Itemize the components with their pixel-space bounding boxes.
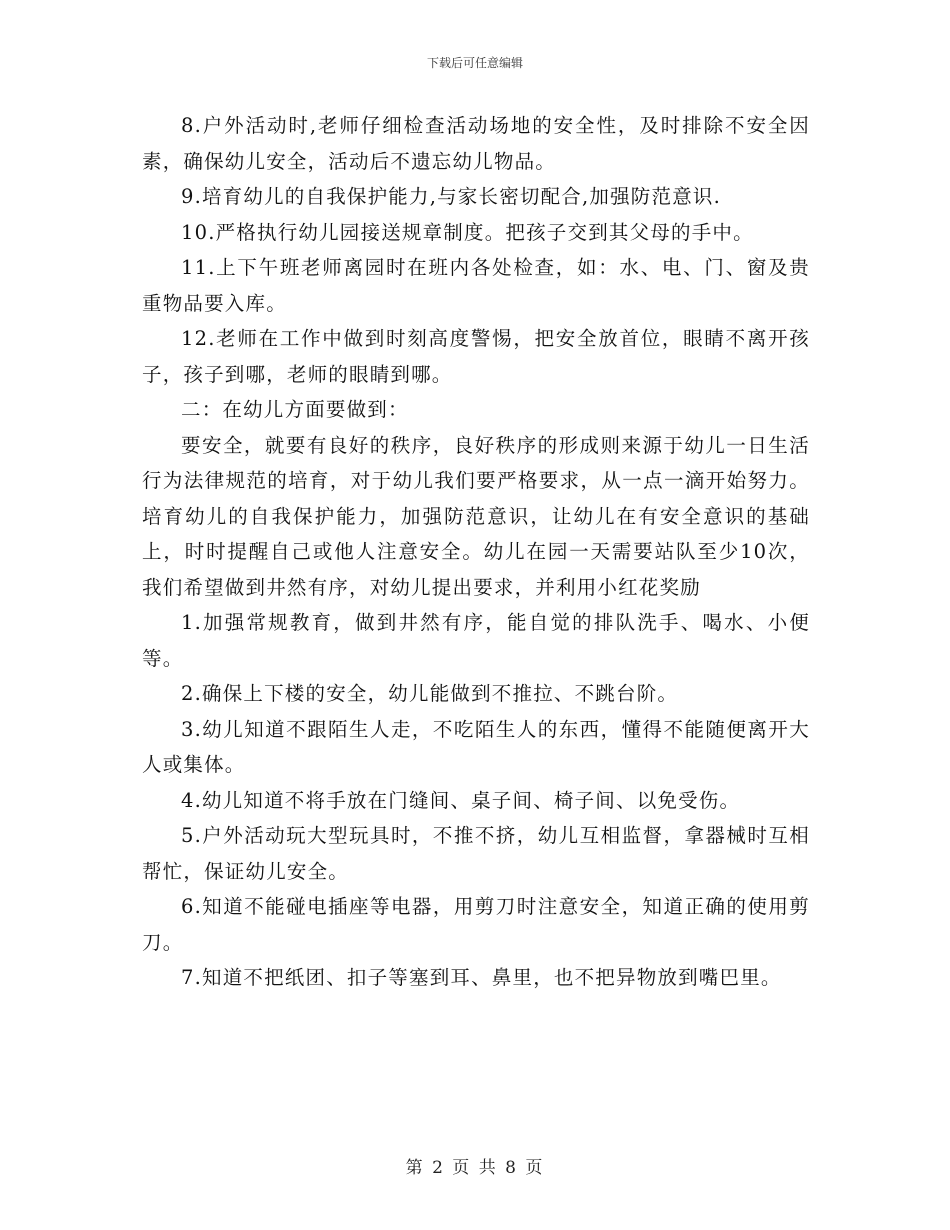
paragraph-item-11: 11.上下午班老师离园时在班内各处检查，如：水、电、门、窗及贵重物品要入库。 <box>142 256 810 315</box>
paragraph-item-10: 10.严格执行幼儿园接送规章制度。把孩子交到其父母的手中。 <box>181 220 754 244</box>
child-rule-2: 2.确保上下楼的安全，幼儿能做到不推拉、不跳台阶。 <box>181 682 679 705</box>
section-heading-2: 二：在幼儿方面要做到： <box>181 398 409 421</box>
child-rule-7: 7.知道不把纸团、扣子等塞到耳、鼻里，也不把异物放到嘴巴里。 <box>181 966 782 989</box>
child-rule-6: 6.知道不能碰电插座等电器，用剪刀时注意安全，知道正确的使用剪刀。 <box>142 895 810 954</box>
child-rule-3: 3.幼儿知道不跟陌生人走，不吃陌生人的东西，懂得不能随便离开大人或集体。 <box>142 717 810 776</box>
child-rule-5: 5.户外活动玩大型玩具时，不推不挤，幼儿互相监督，拿器械时互相帮忙，保证幼儿安全。 <box>142 824 810 883</box>
paragraph-item-8: 8.户外活动时,老师仔细检查活动场地的安全性，及时排除不安全因素，确保幼儿安全，活动后不遗忘幼儿物品。 <box>142 114 810 173</box>
section-intro-paragraph: 要安全，就要有良好的秩序，良好秩序的形成则来源于幼儿一日生活行为法律规范的培育，对于幼儿我们要严格要求，从一点一滴开始努力。培育幼儿的自我保护能力，加强防范意识，让幼儿在有安全意识的基础上，时时提醒自己或他人注意安全。幼儿在园一天需要站队至少10次，我们希望做到井然有序，对幼儿提出要求，并利用小红花奖励 <box>142 433 810 599</box>
page-header: 下载后可任意编辑 <box>426 56 523 70</box>
paragraph-item-12: 12.老师在工作中做到时刻高度警惕，把安全放首位，眼睛不离开孩子，孩子到哪，老师的眼睛到哪。 <box>142 327 810 386</box>
page-footer: 第 2 页 共 8 页 <box>405 1158 545 1178</box>
child-rule-4: 4.幼儿知道不将手放在门缝间、桌子间、椅子间、以免受伤。 <box>181 788 741 812</box>
child-rule-1: 1.加强常规教育，做到井然有序，能自觉的排队洗手、喝水、小便等。 <box>142 611 810 670</box>
document-body <box>142 108 810 996</box>
paragraph-item-9: 9.培育幼儿的自我保护能力,与家长密切配合,加强防范意识. <box>181 185 722 208</box>
